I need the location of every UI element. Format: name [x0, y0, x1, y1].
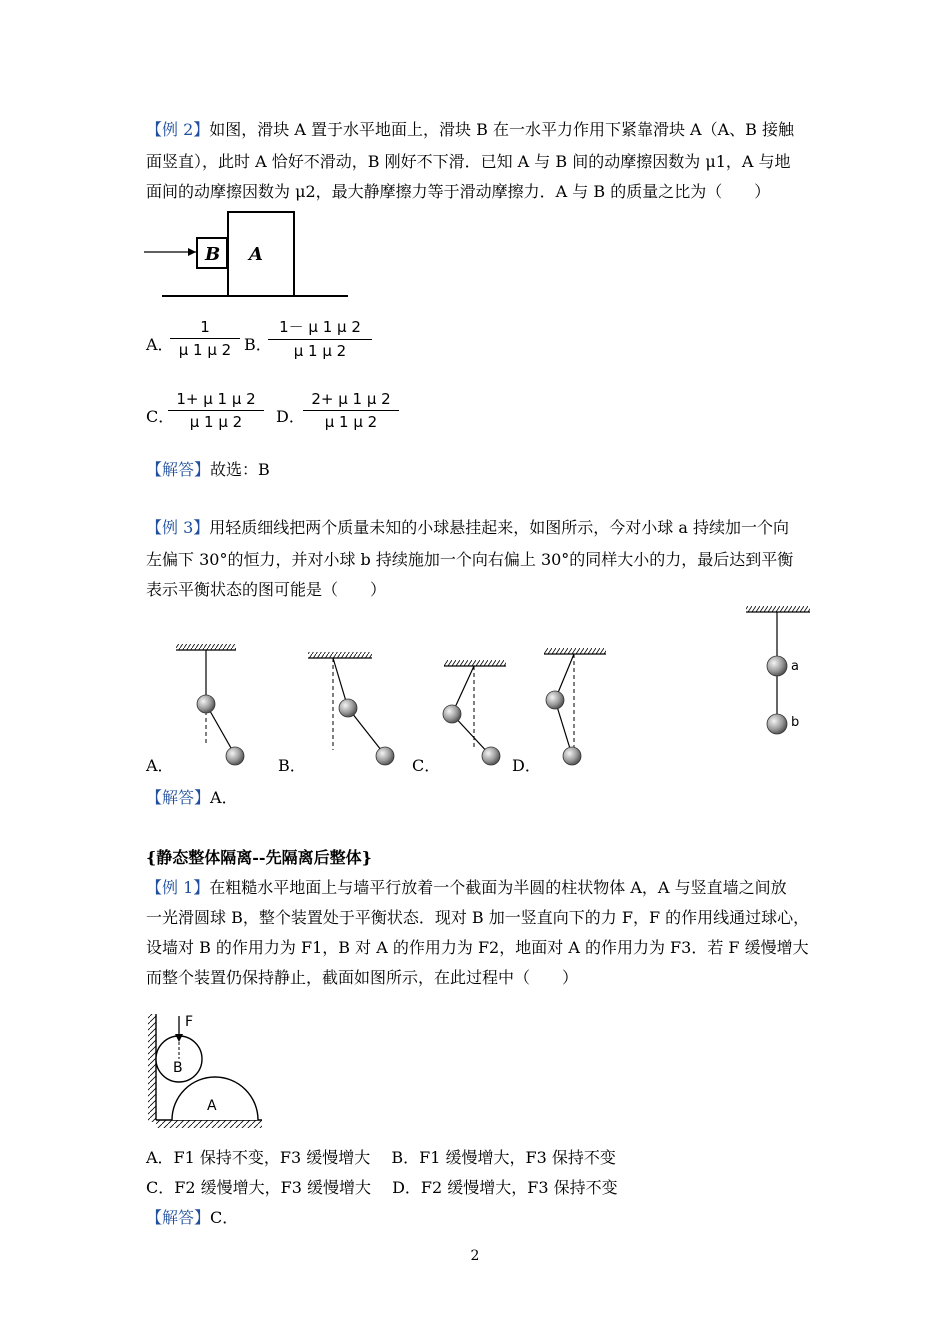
- ex2-optD-fraction: $\frac{2+ \mu 1 \mu 2}{\mu 1 \mu 2}$: [303, 390, 399, 431]
- ball-b-label: B: [173, 1060, 183, 1076]
- ex3-line1: 【例 3】用轻质细线把两个质量未知的小球悬挂起来，如图所示，今对小球 a 持续加一个向: [146, 518, 789, 537]
- ex2-line1: 【例 2】如图，滑块 A 置于水平地面上，滑块 B 在一水平力作用下紧靠滑块 A（A、B 接触: [146, 120, 794, 139]
- page-number: 2: [470, 1248, 480, 1264]
- ex3-line3: 表示平衡状态的图可能是（ ）: [146, 580, 387, 599]
- ex2-optA-fraction: $\frac{1}{\mu 1 \mu 2}$: [170, 318, 240, 359]
- ex2-line2: 面竖直），此时 A 恰好不滑动，B 刚好不下滑．已知 A 与 B 间的动摩擦因数为 μ1，A 与地: [146, 152, 791, 171]
- ex3-line2: 左偏下 30°的恒力，并对小球 b 持续施加一个向右偏上 30°的同样大小的力，最后达到平衡: [146, 550, 794, 569]
- ex1-answer: 【解答】C．: [146, 1208, 239, 1227]
- ex2-answer: 【解答】故选：B: [146, 460, 270, 479]
- block-a-label: A: [249, 244, 263, 265]
- ex2-tag: 【例 2】: [146, 120, 210, 139]
- ex2-optB-fraction: $\frac{1- \mu 1 \mu 2}{\mu 1 \mu 2}$: [268, 316, 372, 360]
- ex2-optB-label: B．: [244, 335, 272, 354]
- ex1-figure: [144, 1010, 268, 1136]
- ex3-label-c: C．: [412, 756, 441, 775]
- ex3-label-a: A．: [146, 756, 174, 775]
- ex3-label-b: B．: [278, 756, 306, 775]
- ex2-line3: 面间的动摩擦因数为 μ2，最大静摩擦力等于滑动摩擦力．A 与 B 的质量之比为（ ）: [146, 182, 771, 201]
- ex1-options-line2: C．F2 缓慢增大，F3 缓慢增大 D．F2 缓慢增大，F3 保持不变: [146, 1178, 618, 1197]
- ex2-optD-label: D．: [276, 407, 305, 426]
- ball-a-label: a: [791, 659, 799, 674]
- ex1-line3: 设墙对 B 的作用力为 F1，B 对 A 的作用力为 F2，地面对 A 的作用力为 F3．若 F 缓慢增大: [146, 938, 809, 957]
- ex2-figure: [144, 208, 354, 300]
- ex2-optC-fraction: $\frac{1+ \mu 1 \mu 2}{\mu 1 \mu 2}$: [168, 390, 264, 431]
- ex2-optC-label: C．: [146, 407, 175, 426]
- ex1-options-line1: A．F1 保持不变，F3 缓慢增大 B．F1 缓慢增大，F3 保持不变: [146, 1148, 616, 1167]
- half-cylinder-a-label: A: [207, 1098, 217, 1114]
- ball-b-label: b: [791, 715, 800, 730]
- block-b-label: B: [205, 244, 221, 265]
- ex3-answer: 【解答】A．: [146, 788, 238, 807]
- ex2-optA-label: A．: [146, 335, 174, 354]
- ex1-tag: 【例 1】: [146, 878, 210, 897]
- ex3-lower-balls: [140, 600, 820, 770]
- ex1-line2: 一光滑圆球 B，整个装置处于平衡状态．现对 B 加一竖直向下的力 F，F 的作用线通过球心，: [146, 908, 810, 927]
- ex1-line4: 而整个装置仍保持静止，截面如图所示，在此过程中（ ）: [146, 968, 579, 987]
- section-heading: {静态整体隔离--先隔离后整体}: [146, 848, 372, 867]
- ex3-tag: 【例 3】: [146, 518, 210, 537]
- ex3-label-d: D．: [512, 756, 541, 775]
- ex1-line1: 【例 1】在粗糙水平地面上与墙平行放着一个截面为半圆的柱状物体 A，A 与竖直墙之间放: [146, 878, 787, 897]
- force-f-label: F: [185, 1014, 194, 1030]
